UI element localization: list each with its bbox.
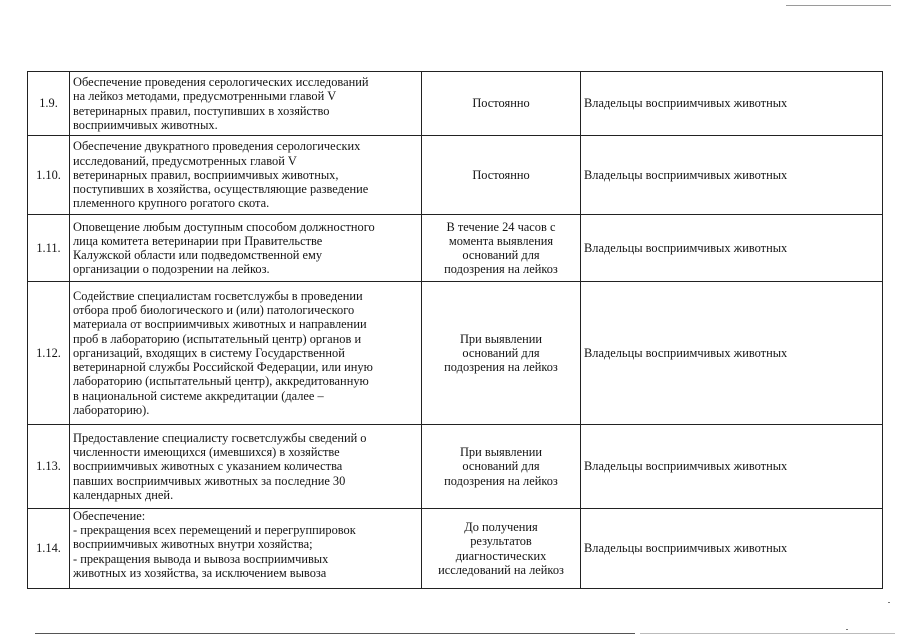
description-line: животных из хозяйства, за исключением вывоза [73,565,327,580]
description-line: восприимчивых животных с указанием количества [73,459,343,474]
responsible-party: Владельцы восприимчивых животных [581,215,883,282]
description-line: Содействие специалистам госветслужбы в проведении [73,289,363,304]
measure-deadline [422,72,581,136]
deadline-line: Постоянно [472,167,530,182]
measure-description [70,215,422,282]
deadline-line: оснований для [462,248,540,262]
responsible-party: Владельцы восприимчивых животных [581,425,883,509]
responsible-party: Владельцы восприимчивых животных [581,72,883,136]
footer-rule [35,633,635,634]
measures-table [27,71,883,589]
description-line: календарных дней. [73,487,174,502]
row-number: 1.9. [28,72,70,136]
measure-deadline [422,136,581,215]
measure-deadline [422,425,581,509]
responsible-party: Владельцы восприимчивых животных [581,282,883,425]
description-line: Обеспечение проведения серологических исследований [73,75,369,90]
description-line: Обеспечение: [73,509,146,523]
description-line: павших восприимчивых животных за последние 30 [73,473,346,488]
row-number: 1.12. [28,282,70,425]
row-number: 1.11. [28,215,70,282]
deadline-line: Постоянно [472,96,530,111]
measure-description [70,72,422,136]
row-number: 1.13. [28,425,70,509]
deadline-line: подозрения на лейкоз [444,262,558,277]
deadline-line: исследований на лейкоз [438,562,564,577]
row-number: 1.10. [28,136,70,215]
header-rule [786,5,891,6]
description-line: ветеринарных правил, восприимчивых животных, [73,167,339,182]
row-number: 1.14. [28,509,70,589]
measure-deadline [422,215,581,282]
footer-rule-faint [640,633,895,634]
description-line: поступивших в хозяйства, осуществляющие разведение [73,182,369,197]
deadline-line: момента выявления [448,233,554,248]
table-row [28,425,883,509]
description-line: на лейкоз методами, предусмотренными главой V [73,89,337,104]
deadline-line: оснований для [462,459,540,474]
deadline-line: При выявлении [459,331,542,346]
description-line: исследований, предусмотренных главой V [73,153,297,168]
description-line: восприимчивых животных внутри хозяйства; [73,537,313,552]
description-line: Калужской области или подведомственной ему [73,248,323,262]
description-line: Оповещение любым доступным способом должностного [73,219,375,234]
measure-deadline [422,282,581,425]
description-line: Предоставление специалисту госветслужбы сведений о [73,430,367,445]
description-line: организации о подозрении на лейкоз. [73,262,270,277]
description-line: материала от восприимчивых животных и направлении [73,317,367,332]
table-row [28,72,883,136]
measure-deadline [422,509,581,589]
description-line: лабораторию (испытательный центр), аккредитованную [73,374,369,389]
deadline-line: До получения [464,520,538,535]
deadline-line: При выявлении [459,445,542,460]
description-line: проб в лабораторию (испытательный центр) органов и [73,331,362,346]
description-line: племенного крупного рогатого скота. [73,196,270,211]
scan-speck [846,629,848,630]
measure-description [70,282,422,425]
deadline-line: подозрения на лейкоз [444,360,558,375]
responsible-party: Владельцы восприимчивых животных [581,136,883,215]
responsible-party: Владельцы восприимчивых животных [581,509,883,589]
description-line: численности имеющихся (имевшихся) в хозяйстве [73,445,340,460]
description-line: ветеринарных правил, поступивших в хозяйство [73,103,330,118]
table-row [28,509,883,589]
description-line: лабораторию). [73,402,150,417]
deadline-line: оснований для [462,345,540,360]
measure-description [70,136,422,215]
description-line: ветеринарной службы Российской Федерации, или иную [73,360,373,375]
table-row [28,282,883,425]
description-line: отбора проб биологического и (или) патологического [73,303,355,318]
description-line: - прекращения всех перемещений и перегруппировок [73,523,356,538]
table-row [28,136,883,215]
description-line: лица комитета ветеринарии при Правительстве [73,233,323,248]
description-line: организаций, входящих в систему Государственной [73,345,345,360]
description-line: восприимчивых животных. [73,117,218,132]
table-row [28,215,883,282]
measure-description [70,425,422,509]
deadline-line: диагностических [455,548,547,563]
deadline-line: В течение 24 часов с [446,219,556,234]
measure-description [70,509,422,589]
deadline-line: результатов [470,534,532,549]
description-line: Обеспечение двукратного проведения серологических [73,139,361,154]
deadline-line: подозрения на лейкоз [444,473,558,488]
description-line: - прекращения вывода и вывоза восприимчивых [73,551,329,566]
description-line: в национальной системе аккредитации (далее – [73,388,324,403]
scan-speck [888,602,890,603]
